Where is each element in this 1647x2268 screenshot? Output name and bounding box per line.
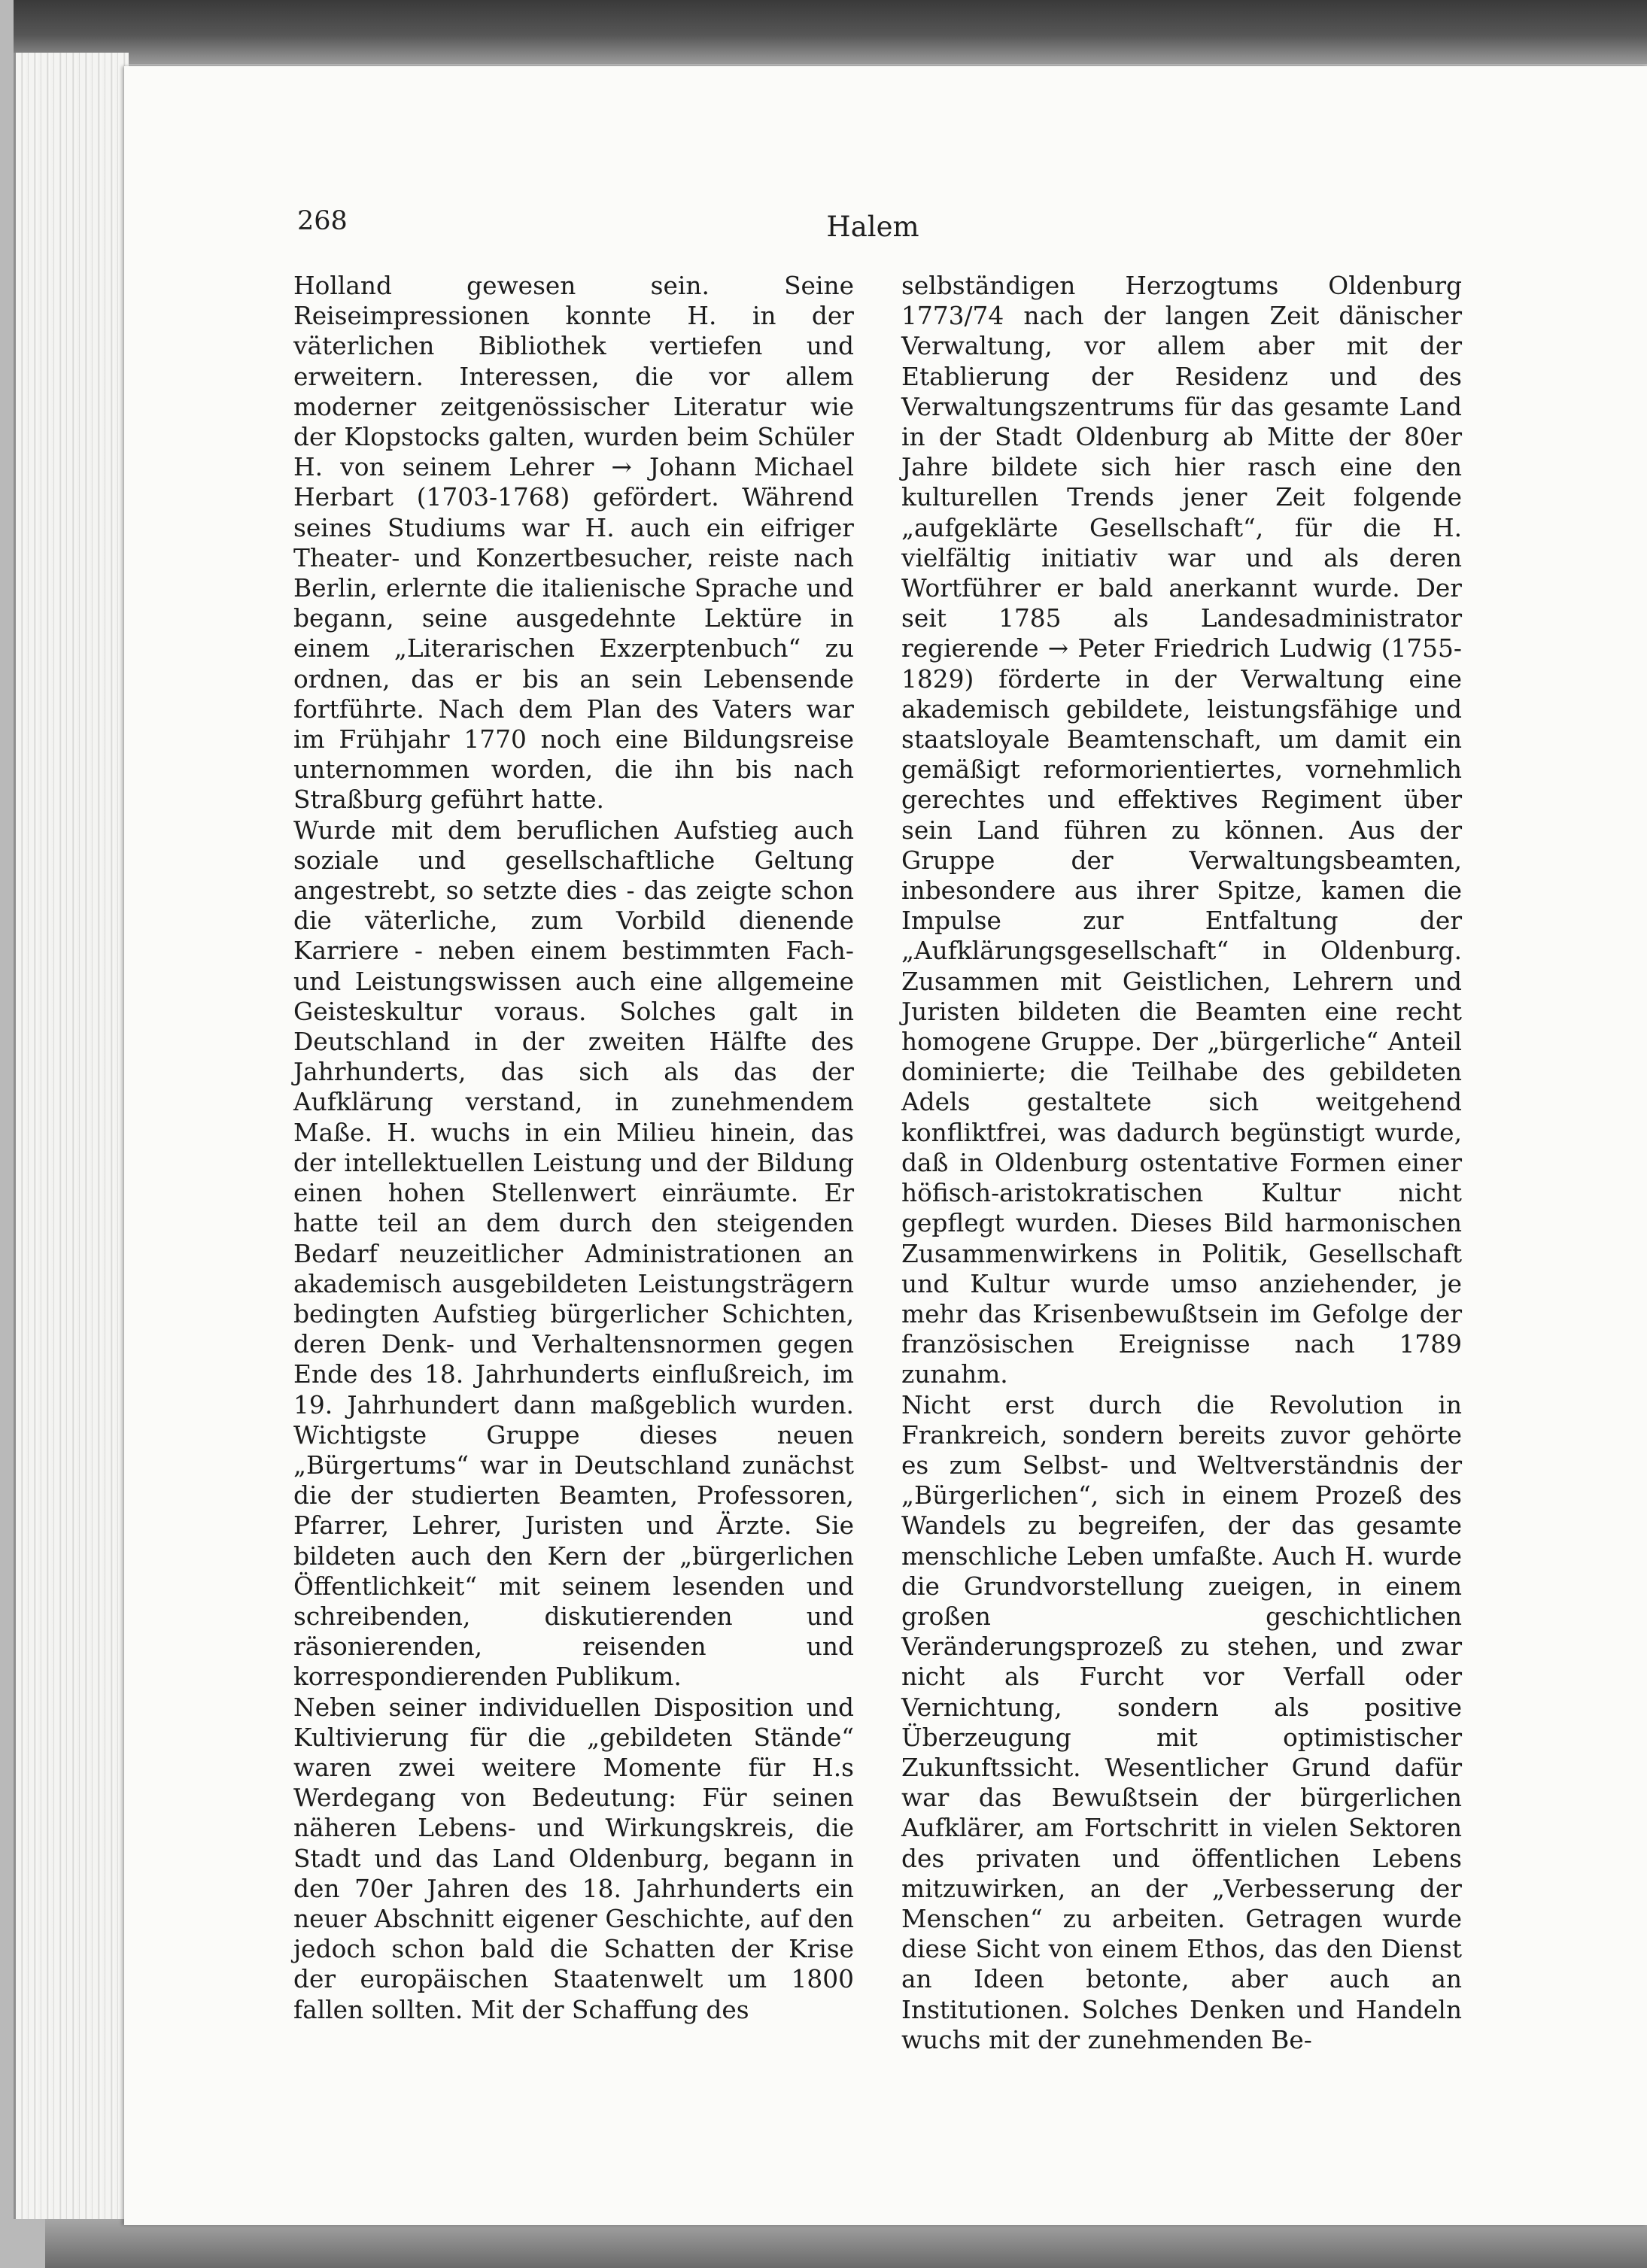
paragraph: Nicht erst durch die Revolution in Frankreich, sondern bereits zuvor gehörte es zum Selbst- und Weltverständnis der „Bürgerlichen“, sich in einem Prozeß des Wandels zu begreifen, der das gesamte menschliche Leben umfaßte. Auch H. wurde die Grundvorstellung zueigen, in einem großen geschichtlichen Veränderungsprozeß zu stehen, und zwar nicht als Furcht vor Verfall oder Vernichtung, sondern als positive Überzeugung mit optimistischer Zukunftssicht. Wesentlicher Grund dafür war das Bewußtsein der bürgerlichen Aufklärer, am Fortschritt in vielen Sektoren des privaten und öffentlichen Lebens mitzuwirken, an der „Verbesserung der Menschen“ zu arbeiten. Getragen wurde diese Sicht von einem Ethos, das den Dienst an Ideen betonte, aber auch an Institutionen. Solches Denken und Handeln wuchs mit der zunehmenden Be- bbox=[901, 1390, 1462, 2054]
text-column-right bbox=[901, 271, 1462, 2055]
book-cover-top-edge bbox=[14, 0, 1647, 64]
book-cover-bottom-edge bbox=[45, 2219, 1647, 2268]
book-page-edges bbox=[14, 53, 129, 2219]
text-column-left bbox=[293, 271, 854, 2025]
paragraph: Neben seiner individuellen Disposition und Kultivierung für die „gebildeten Stände“ waren zwei weitere Momente für H.s Werdegang von Bedeutung: Für seinen näheren Lebens- und Wirkungskreis, die Stadt und das Land Oldenburg, begann in den 70er Jahren des 18. Jahrhunderts ein neuer Abschnitt eigener Geschichte, auf den jedoch schon bald die Schatten der Krise der europäischen Staatenwelt um 1800 fallen sollten. Mit der Schaffung des bbox=[293, 1693, 854, 2024]
paragraph: Holland gewesen sein. Seine Reiseimpressionen konnte H. in der väterlichen Bibliothek vertiefen und erweitern. Interessen, die vor allem moderner zeitgenössischer Literatur wie der Klopstocks galten, wurden beim Schüler H. von seinem Lehrer → Johann Michael Herbart (1703-1768) gefördert. Während seines Studiums war H. auch ein eifriger Theater- und Konzertbesucher, reiste nach Berlin, erlernte die italienische Sprache und begann, seine ausgedehnte Lektüre in einem „Literarischen Exzerptenbuch“ zu ordnen, das er bis an sein Lebensende fortführte. Nach dem Plan des Vaters war im Frühjahr 1770 noch eine Bildungsreise unternommen worden, die ihn bis nach Straßburg geführt hatte. bbox=[293, 272, 854, 815]
paragraph: selbständigen Herzogtums Oldenburg 1773/74 nach der langen Zeit dänischer Verwaltung, vor allem aber mit der Etablierung der Residenz und des Verwaltungszentrums für das gesamte Land in der Stadt Oldenburg ab Mitte der 80er Jahre bildete sich hier rasch eine den kulturellen Trends jener Zeit folgende „aufgeklärte Gesellschaft“, für die H. vielfältig initiativ war und als deren Wortführer er bald anerkannt wurde. Der seit 1785 als Landesadministrator regierende → Peter Friedrich Ludwig (1755-1829) förderte in der Verwaltung eine akademisch gebildete, leistungsfähige und staatsloyale Beamtenschaft, um damit ein gemäßigt reformorientiertes, vornehmlich gerechtes und effektives Regiment über sein Land führen zu können. Aus der Gruppe der Verwaltungsbeamten, inbesondere aus ihrer Spitze, kamen die Impulse zur Entfaltung der „Aufklärungsgesellschaft“ in Oldenburg. Zusammen mit Geistlichen, Lehrern und Juristen bildeten die Beamten eine recht homogene Gruppe. Der „bürgerliche“ Anteil dominierte; die Teilhabe des gebildeten Adels gestaltete sich weitgehend konfliktfrei, was dadurch begünstigt wurde, daß in Oldenburg ostentative Formen einer höfisch-aristokratischen Kultur nicht gepflegt wurden. Dieses Bild harmonischen Zusammenwirkens in Politik, Gesellschaft und Kultur wurde umso anziehender, je mehr das Krisenbewußtsein im Gefolge der französischen Ereignisse nach 1789 zunahm. bbox=[901, 272, 1462, 1389]
paragraph: Wurde mit dem beruflichen Aufstieg auch soziale und gesellschaftliche Geltung angestrebt, so setzte dies - das zeigte schon die väterliche, zum Vorbild dienende Karriere - neben einem bestimmten Fach- und Leistungswissen auch eine allgemeine Geisteskultur voraus. Solches galt in Deutschland in der zweiten Hälfte des Jahrhunderts, das sich als das der Aufklärung verstand, in zunehmendem Maße. H. wuchs in ein Milieu hinein, das der intellektuellen Leistung und der Bildung einen hohen Stellenwert einräumte. Er hatte teil an dem durch den steigenden Bedarf neuzeitlicher Administrationen an akademisch ausgebildeten Leistungsträgern bedingten Aufstieg bürgerlicher Schichten, deren Denk- und Verhaltensnormen gegen Ende des 18. Jahrhunderts einflußreich, im 19. Jahrhundert dann maßgeblich wurden. Wichtigste Gruppe dieses neuen „Bürgertums“ war in Deutschland zunächst die der studierten Beamten, Professoren, Pfarrer, Lehrer, Juristen und Ärzte. Sie bildeten auch den Kern der „bürgerlichen Öffentlichkeit“ mit seinem lesenden und schreibenden, diskutierenden und räsonierenden, reisenden und korrespondierenden Publikum. bbox=[293, 815, 854, 1692]
running-head: Halem bbox=[826, 211, 919, 243]
page-number: 268 bbox=[297, 206, 348, 236]
